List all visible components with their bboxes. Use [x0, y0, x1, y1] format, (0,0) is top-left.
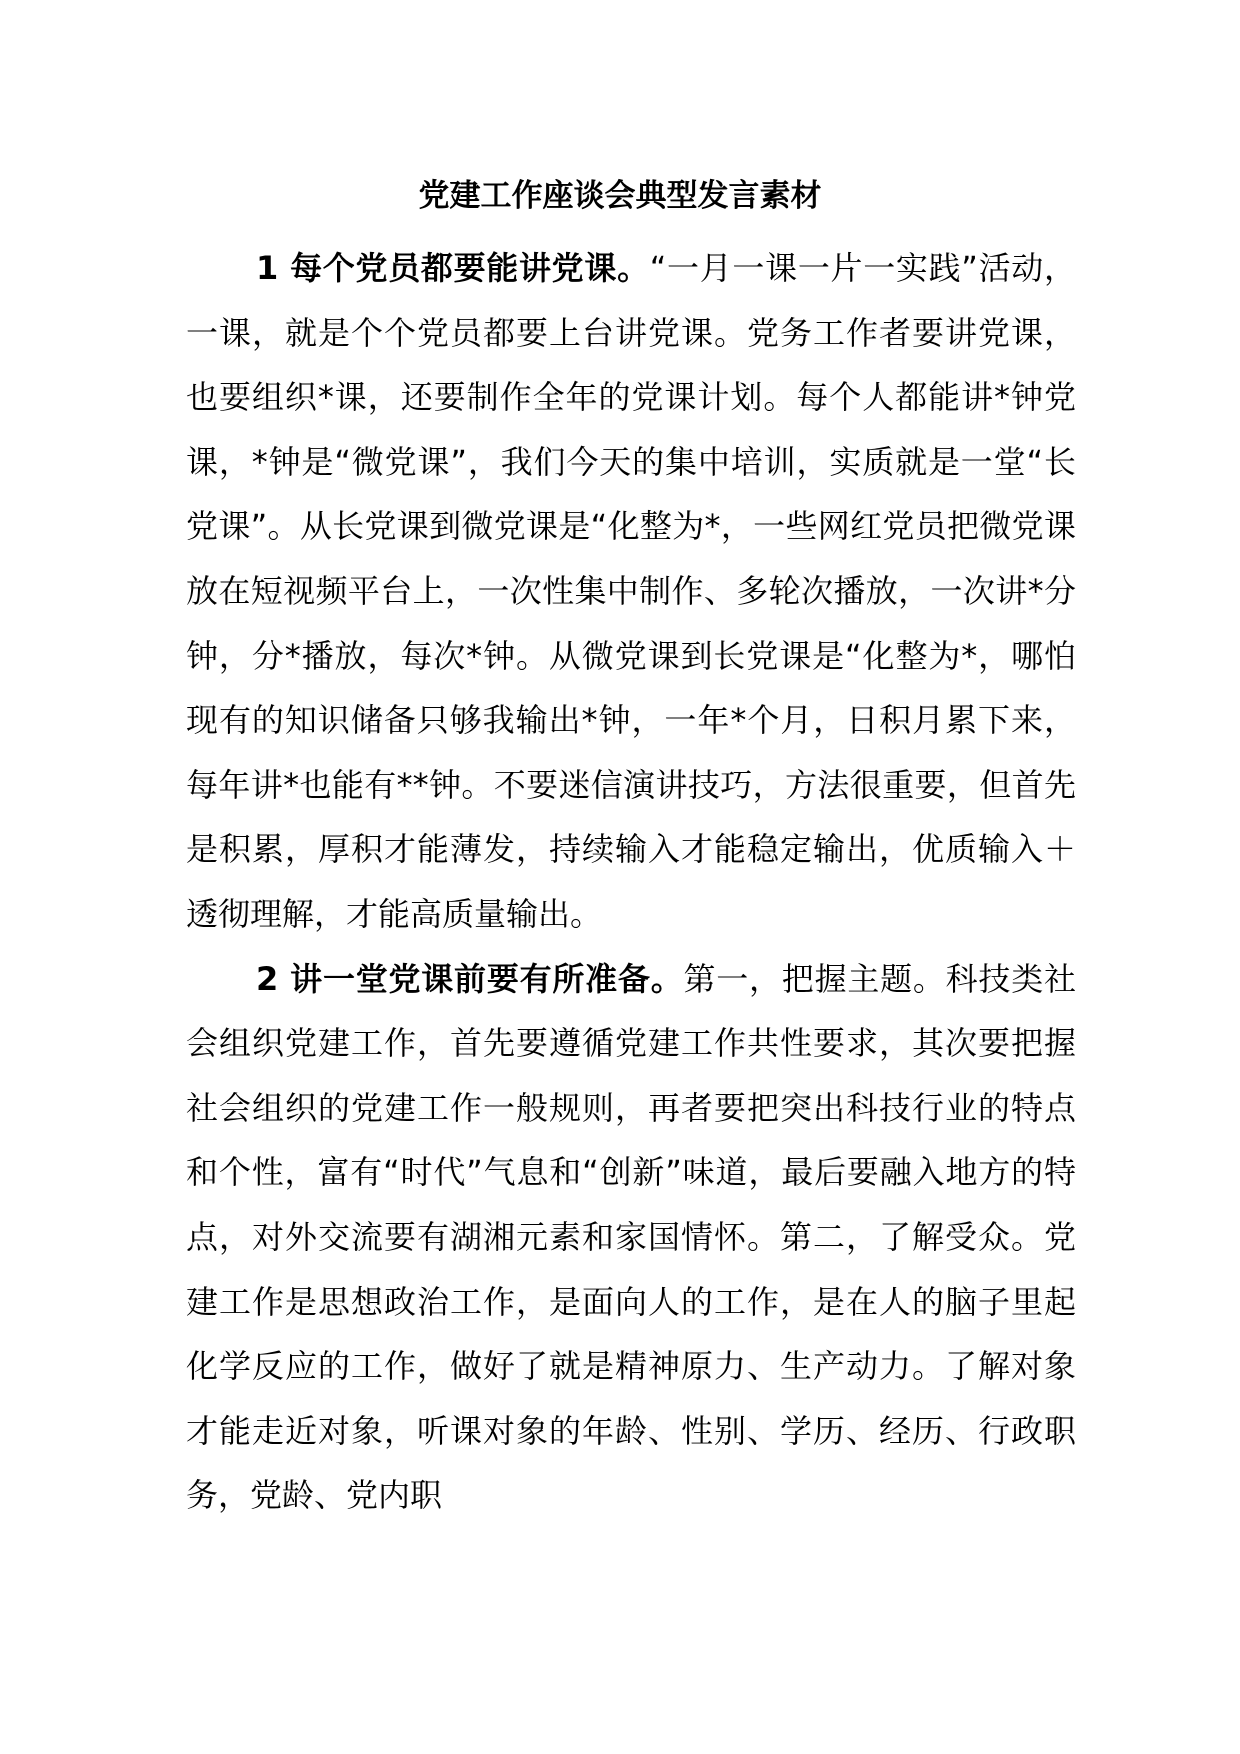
paragraph-1	[186, 236, 1076, 947]
paragraph-1-text: “一月一课一片一实践”活动，一课，就是个个党员都要上台讲党课。党务工作者要讲党课，也要组织*课，还要制作全年的党课计划。每个人都能讲*钟党课，*钟是“微党课”，我们今天的集中培训，实质就是一堂“长党课”。从长党课到微党课是“化整为*，一些网红党员把微党课放在短视频平台上，一次性集中制作、多轮次播放，一次讲*分钟，分*播放，每次*钟。从微党课到长党课是“化整为*，哪怕现有的知识储备只够我输出*钟，一年*个月，日积月累下来，每年讲*也能有**钟。不要迷信演讲技巧，方法很重要，但首先是积累，厚积才能薄发，持续输入才能稳定输出，优质输入＋透彻理解，才能高质量输出。	[186, 249, 1076, 933]
paragraph-2	[186, 947, 1076, 1528]
document-body	[186, 236, 1076, 1528]
document-title: 党建工作座谈会典型发言素材	[418, 178, 822, 214]
paragraph-2-text: 第一，把握主题。科技类社会组织党建工作，首先要遵循党建工作共性要求，其次要把握社会组织的党建工作一般规则，再者要把突出科技行业的特点和个性，富有“时代”气息和“创新”味道，最后要融入地方的特点，对外交流要有湖湘元素和家国情怀。第二，了解受众。党建工作是思想政治工作，是面向人的工作，是在人的脑子里起化学反应的工作，做好了就是精神原力、生产动力。了解对象才能走近对象，听课对象的年龄、性别、学历、经历、行政职务，党龄、党内职	[186, 959, 1076, 1515]
paragraph-1-heading: 1 每个党员都要能讲党课。	[256, 249, 650, 287]
paragraph-2-heading: 2 讲一堂党课前要有所准备。	[256, 959, 684, 998]
